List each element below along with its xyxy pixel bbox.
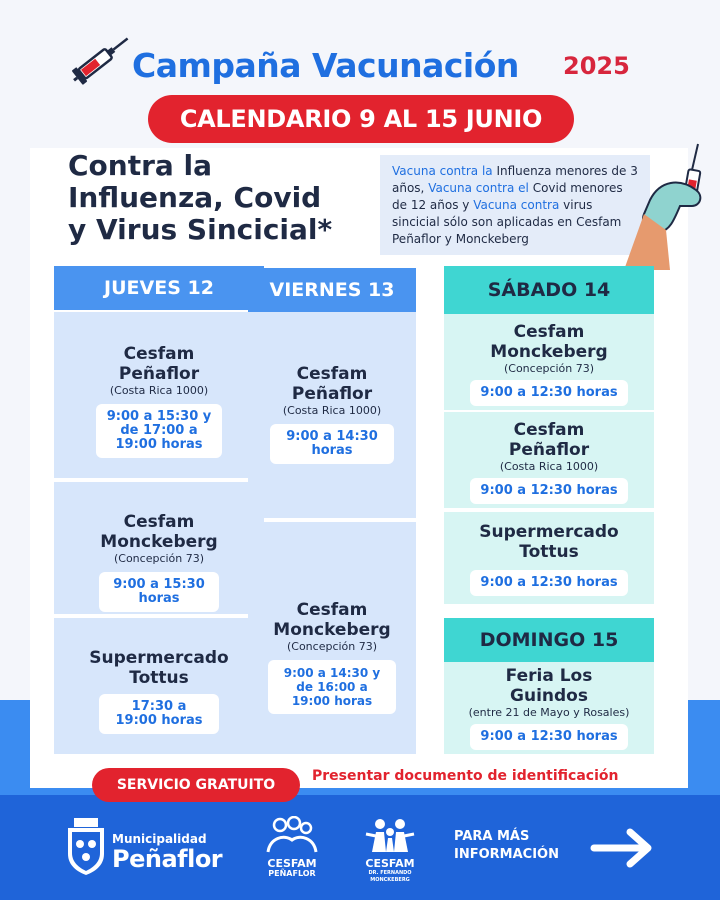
more-info-text [454,828,559,864]
campaign-year: 2025 [563,52,630,80]
campaign-title: Campaña Vacunación [132,46,519,85]
gloved-hand-icon [600,140,720,270]
note-part-6: Vacuna contra [469,198,560,212]
schedule-block-domingo-1 [444,662,654,754]
place-address: (Concepción 73) [113,552,205,565]
family-icon [360,816,420,854]
hours-badge: 9:00 a 15:30 horas [99,572,219,612]
place-address: (entre 21 de Mayo y Rosales) [468,706,630,719]
place-name: Supermercado Tottus [479,522,619,562]
free-service-badge: SERVICIO GRATUITO [92,768,300,802]
headline-line-3: y Virus Sincicial* [68,213,333,246]
syringe-icon [66,28,136,88]
shield-icon [64,818,108,876]
place-name: Cesfam Peñaflor [508,420,590,460]
schedule-block-jueves-1 [54,312,264,478]
hours-badge: 9:00 a 15:30 y de 17:00 a 19:00 horas [96,404,222,458]
cesfam-2-subtitle: DR. FERNANDO MONCKEBERG [368,870,412,883]
cesfam-penaflor-logo [262,816,322,880]
headline-line-2: Influenza, Covid [68,181,322,214]
note-part-7: virus sincicial sólo son aplicadas en Cesfam Peñaflor y Monckeberg [392,198,622,246]
hours-badge: 9:00 a 14:30 y de 16:00 a 19:00 horas [268,660,396,714]
place-address: (Concepción 73) [503,362,595,375]
schedule-block-viernes-1 [248,312,416,518]
note-part-5: y [462,198,470,212]
schedule-block-viernes-2 [248,522,416,754]
day-header-viernes: VIERNES 13 [248,268,416,312]
note-part-4: Covid menores de 12 años [392,181,623,212]
more-info-line-1: PARA MÁS [454,829,530,844]
place-name: Cesfam Peñaflor [291,364,373,404]
cesfam-1-title: CESFAM [267,857,317,870]
municipality-label: Municipalidad [112,832,207,846]
hours-badge: 9:00 a 12:30 horas [470,724,627,750]
cesfam-monckeberg-logo [360,816,420,883]
schedule-block-jueves-2 [54,482,264,614]
day-header-sabado: SÁBADO 14 [444,266,654,314]
place-address: (Costa Rica 1000) [499,460,599,473]
place-name: Cesfam Monckeberg [490,322,608,362]
id-requirement-text: Presentar documento de identificación [312,768,619,784]
day-header-domingo: DOMINGO 15 [444,618,654,662]
note-part-3: Vacuna contra el [428,181,529,195]
schedule-block-sabado-1 [444,314,654,410]
cesfam-2-title: CESFAM [365,857,415,870]
municipality-name: Peñaflor [112,845,223,873]
cesfam-1-subtitle: PEÑAFLOR [268,869,316,878]
hours-badge: 17:30 a 19:00 horas [99,694,219,734]
hours-badge: 9:00 a 14:30 horas [270,424,394,464]
headline-line-1: Contra la [68,149,213,182]
calendar-badge: CALENDARIO 9 AL 15 JUNIO [148,95,574,143]
hours-badge: 9:00 a 12:30 horas [470,570,627,596]
hours-badge: 9:00 a 12:30 horas [470,380,627,406]
place-name: Feria Los Guindos [505,666,593,706]
schedule-block-sabado-2 [444,412,654,508]
place-address: (Costa Rica 1000) [109,384,209,397]
place-name: Cesfam Monckeberg [273,600,391,640]
schedule-block-sabado-3 [444,512,654,604]
place-name: Cesfam Peñaflor [118,344,200,384]
note-part-1: Vacuna contra la [392,164,493,178]
headline [68,150,368,246]
more-info-line-2: INFORMACIÓN [454,847,559,862]
schedule-block-jueves-3 [54,618,264,754]
hours-badge: 9:00 a 12:30 horas [470,478,627,504]
note-part-2: Influenza menores de 3 años, [392,164,638,195]
day-header-jueves: JUEVES 12 [54,266,264,310]
place-name: Cesfam Monckeberg [100,512,218,552]
place-name: Supermercado Tottus [89,648,229,688]
place-address: (Costa Rica 1000) [282,404,382,417]
family-icon [262,816,322,854]
arrow-right-icon[interactable] [590,826,656,870]
place-address: (Concepción 73) [286,640,378,653]
